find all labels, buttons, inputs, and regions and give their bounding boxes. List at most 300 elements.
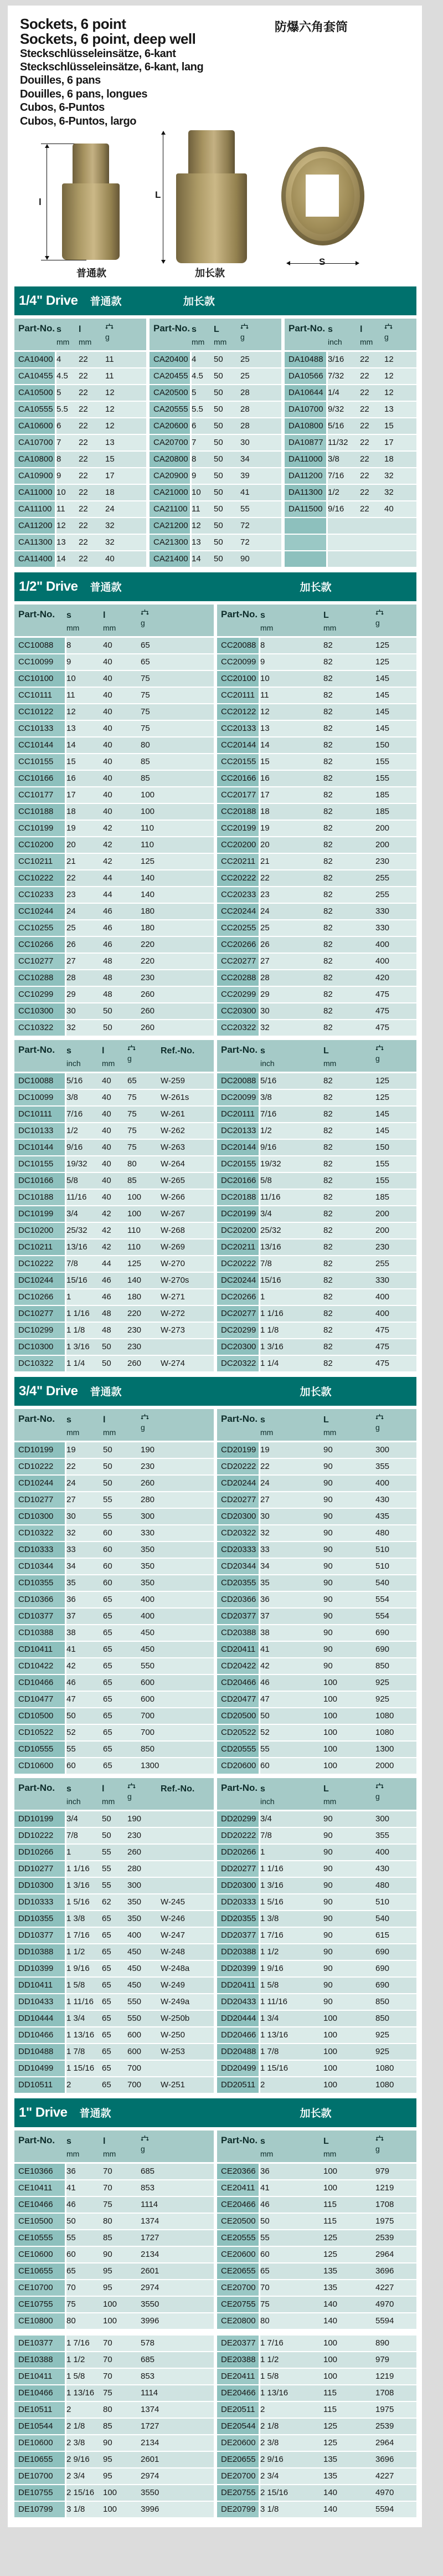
row-values xyxy=(66,2197,214,2213)
row-values xyxy=(260,1492,416,1508)
table-row xyxy=(217,1323,416,1339)
value-cell: 85 xyxy=(141,757,150,767)
value-cell: 55 xyxy=(66,2233,76,2243)
value-cell: 3996 xyxy=(141,2505,159,2514)
section-title: 1/2" Drive xyxy=(19,578,78,594)
value-cell: 145 xyxy=(375,1109,390,1119)
value-cell: 400 xyxy=(375,956,390,966)
part-no-cell: CA10455 xyxy=(14,368,56,384)
row-values xyxy=(328,485,416,500)
part-no-cell: DD10377 xyxy=(14,1928,66,1943)
value-cell: 40 xyxy=(103,674,112,684)
value-cell: 690 xyxy=(375,1980,390,1990)
value-cell: 55 xyxy=(260,2233,270,2243)
row-values xyxy=(260,2402,416,2418)
row-values xyxy=(56,385,146,401)
row-values xyxy=(260,1542,416,1558)
value-cell: 11/16 xyxy=(66,1192,87,1202)
table-row xyxy=(217,1609,416,1625)
row-values xyxy=(260,1592,416,1607)
value-cell: 82 xyxy=(323,1176,333,1186)
value-cell: 42 xyxy=(103,823,112,833)
row-values xyxy=(66,821,214,836)
value-cell: 100 xyxy=(103,2505,117,2514)
value-cell: 600 xyxy=(141,1678,155,1688)
value-cell: 65 xyxy=(103,1678,112,1688)
row-values xyxy=(328,535,416,550)
value-cell: 26 xyxy=(260,940,270,950)
row-values xyxy=(260,771,416,786)
socket-deep-neck xyxy=(188,130,235,173)
socket-short-neck xyxy=(73,144,109,183)
table-row xyxy=(14,854,214,870)
value-cell: 1/2 xyxy=(328,488,339,498)
value-cell: 27 xyxy=(260,956,270,966)
row-values xyxy=(66,2452,214,2467)
value-cell: 42 xyxy=(103,840,112,850)
table-row xyxy=(150,535,281,551)
value-cell: 25 xyxy=(66,923,76,933)
table-row xyxy=(217,1223,416,1240)
value-cell: 28 xyxy=(66,973,76,983)
part-no-cell: CC10100 xyxy=(14,671,66,687)
value-cell: 2964 xyxy=(375,2438,394,2448)
value-cell: 22 xyxy=(79,371,88,381)
value-cell: 400 xyxy=(375,1292,390,1302)
value-cell: 47 xyxy=(260,1694,270,1704)
value-cell: 1/4 xyxy=(328,388,339,398)
part-no-cell: DC10222 xyxy=(14,1256,66,1272)
value-cell: 30 xyxy=(260,1512,270,1522)
data-table xyxy=(217,2131,416,2330)
table-row xyxy=(217,1306,416,1323)
value-cell: 70 xyxy=(103,2167,112,2176)
value-cell: W-264 xyxy=(161,1159,185,1169)
part-no-cell: DA10644 xyxy=(285,385,328,401)
table-row xyxy=(217,704,416,721)
value-cell: 65 xyxy=(103,1661,112,1671)
value-cell: 11 xyxy=(56,504,65,514)
value-cell: 9/16 xyxy=(66,1143,83,1153)
table-row xyxy=(14,551,146,568)
table-row xyxy=(217,2385,416,2402)
part-no-cell: CC10200 xyxy=(14,837,66,853)
table-row xyxy=(150,551,281,568)
value-cell: 145 xyxy=(375,1126,390,1136)
row-values xyxy=(328,435,416,450)
value-cell: 12 xyxy=(384,355,394,365)
part-no-cell: DE20411 xyxy=(217,2369,260,2384)
value-cell: 80 xyxy=(127,1159,137,1169)
value-cell: 8 xyxy=(260,641,265,651)
value-cell: 135 xyxy=(323,2283,338,2293)
column-headers xyxy=(66,1040,214,1072)
row-values xyxy=(66,1994,214,2010)
column-header xyxy=(102,1783,127,1807)
table-row xyxy=(14,2419,214,2435)
column-unit: g xyxy=(240,332,245,341)
value-cell: 40 xyxy=(102,1176,111,1186)
value-cell: 7/32 xyxy=(328,371,344,381)
value-cell: 82 xyxy=(323,1109,333,1119)
row-values xyxy=(66,1356,214,1371)
value-cell: 19 xyxy=(260,823,270,833)
part-no-cell: CC20266 xyxy=(217,937,260,952)
value-cell: 1 11/16 xyxy=(260,1997,287,2007)
table-row xyxy=(14,1090,214,1107)
value-cell: 230 xyxy=(375,1242,390,1252)
value-cell: 100 xyxy=(323,1711,338,1721)
value-cell: 850 xyxy=(375,2014,390,2024)
value-cell: 82 xyxy=(323,1276,333,1286)
part-no-cell: DD10444 xyxy=(14,2011,66,2026)
value-cell: 65 xyxy=(102,1980,111,1990)
column-label: s xyxy=(66,610,71,620)
value-cell: 7 xyxy=(56,438,61,448)
table-row xyxy=(217,1140,416,1156)
value-cell: 60 xyxy=(260,2250,270,2260)
table-row xyxy=(217,1708,416,1725)
column-label: s xyxy=(66,2136,71,2146)
weight-column-header xyxy=(127,1044,161,1064)
part-no-cell: CD10300 xyxy=(14,1509,66,1524)
row-values xyxy=(66,1742,214,1757)
table-row xyxy=(217,1273,416,1289)
row-values xyxy=(66,1542,214,1558)
row-values xyxy=(260,1476,416,1491)
value-cell: 1219 xyxy=(375,2183,394,2193)
part-no-cell xyxy=(285,518,328,534)
value-cell: 1 7/8 xyxy=(66,2047,85,2057)
part-no-cell: CC10144 xyxy=(14,738,66,753)
value-cell: 42 xyxy=(102,1242,111,1252)
part-no-cell: CE10366 xyxy=(14,2164,66,2179)
table-row xyxy=(217,1675,416,1692)
row-values xyxy=(66,1223,214,1238)
part-no-cell: CC20277 xyxy=(217,954,260,969)
value-cell: 62 xyxy=(102,1897,111,1907)
part-no-cell: CD10333 xyxy=(14,1542,66,1558)
value-cell: 90 xyxy=(103,2438,112,2448)
table-row xyxy=(285,485,416,501)
value-cell: 110 xyxy=(127,1242,141,1252)
value-cell: 1219 xyxy=(375,2372,394,2382)
table-row xyxy=(217,2077,416,2094)
value-cell: 145 xyxy=(375,674,390,684)
value-cell: 145 xyxy=(375,707,390,717)
value-cell: 29 xyxy=(260,990,270,1000)
value-cell: 475 xyxy=(375,1023,390,1033)
table-row xyxy=(217,1725,416,1742)
value-cell: 82 xyxy=(323,823,333,833)
value-cell: 155 xyxy=(375,1159,390,1169)
row-values xyxy=(260,854,416,869)
row-values xyxy=(66,1273,214,1288)
table-row xyxy=(217,2402,416,2419)
table-row xyxy=(217,1542,416,1559)
row-values xyxy=(66,2180,214,2196)
value-cell: 80 xyxy=(103,2216,112,2226)
value-cell: 90 xyxy=(323,1495,333,1505)
row-values xyxy=(66,1339,214,1355)
value-cell: 3550 xyxy=(141,2300,159,2309)
part-no-cell: DD20399 xyxy=(217,1961,260,1976)
part-no-cell: CD20500 xyxy=(217,1708,260,1724)
value-cell: 65 xyxy=(103,1595,112,1605)
value-cell: 3996 xyxy=(141,2316,159,2326)
value-cell: 260 xyxy=(141,1006,155,1016)
value-cell: 140 xyxy=(141,873,155,883)
value-cell: 9/16 xyxy=(260,1143,277,1153)
weight-column-header xyxy=(240,323,271,343)
value-cell: 30 xyxy=(240,438,250,448)
table-row xyxy=(150,435,281,452)
row-values xyxy=(66,1240,214,1255)
value-cell: 155 xyxy=(375,757,390,767)
value-cell: 1 1/16 xyxy=(66,1864,90,1874)
part-no-cell: DE10600 xyxy=(14,2435,66,2451)
value-cell: 330 xyxy=(375,1276,390,1286)
row-values xyxy=(260,2011,416,2026)
value-cell: 1 1/16 xyxy=(260,1309,284,1319)
value-cell: 46 xyxy=(66,1678,76,1688)
table-row xyxy=(285,435,416,452)
table-row xyxy=(14,418,146,435)
row-values xyxy=(260,2214,416,2229)
value-cell: 1 5/8 xyxy=(260,2372,279,2382)
value-cell: 75 xyxy=(103,2388,112,2398)
value-cell: 1 3/16 xyxy=(66,1342,90,1352)
title-block xyxy=(14,12,416,128)
value-cell: 90 xyxy=(323,1578,333,1588)
row-values xyxy=(192,535,281,550)
column-unit: mm xyxy=(103,2149,116,2158)
table-row xyxy=(217,887,416,904)
row-values xyxy=(56,551,146,567)
value-cell: 125 xyxy=(127,1259,142,1269)
value-cell: 12 xyxy=(105,388,115,398)
value-cell: 400 xyxy=(375,1309,390,1319)
part-no-cell: CD10388 xyxy=(14,1625,66,1641)
value-cell: 2 15/16 xyxy=(66,2488,95,2498)
part-no-cell: CA11200 xyxy=(14,518,56,534)
value-cell: 890 xyxy=(375,2338,390,2348)
value-cell: 1 15/16 xyxy=(66,2063,95,2073)
row-values xyxy=(66,1625,214,1641)
value-cell: 24 xyxy=(105,504,115,514)
value-cell: 230 xyxy=(127,1342,142,1352)
value-cell: 60 xyxy=(260,1761,270,1771)
dim-label-s: S xyxy=(319,256,326,267)
table-row xyxy=(14,887,214,904)
value-cell: 1114 xyxy=(141,2388,158,2398)
socket-hex-face-image xyxy=(281,147,364,245)
dim-label-L: L xyxy=(155,189,161,200)
value-cell: 1 3/8 xyxy=(66,1914,85,1924)
data-table xyxy=(217,605,416,1037)
table-row xyxy=(14,1442,214,1459)
value-cell: 100 xyxy=(323,2063,338,2073)
table-row xyxy=(14,452,146,468)
table-row xyxy=(14,1492,214,1509)
row-values xyxy=(66,2485,214,2501)
value-cell: 80 xyxy=(141,740,150,750)
table-row xyxy=(217,1459,416,1476)
table-row xyxy=(150,518,281,535)
row-values xyxy=(66,2214,214,2229)
part-no-cell: DD10199 xyxy=(14,1811,66,1827)
table-row xyxy=(217,2297,416,2313)
table-row xyxy=(217,1811,416,1828)
table-row xyxy=(14,1911,214,1928)
value-cell: 10 xyxy=(66,674,76,684)
value-cell: 13/16 xyxy=(260,1242,281,1252)
column-unit: mm xyxy=(214,337,227,346)
value-cell: 65 xyxy=(102,2047,111,2057)
part-no-cell: CD20477 xyxy=(217,1692,260,1707)
value-cell: 30 xyxy=(66,1006,76,1016)
part-no-cell: DC20199 xyxy=(217,1206,260,1222)
value-cell: 50 xyxy=(102,1814,111,1824)
value-cell: 22 xyxy=(79,355,88,365)
value-cell: 23 xyxy=(66,890,76,900)
value-cell: 65 xyxy=(102,1997,111,2007)
part-no-cell: CD20199 xyxy=(217,1442,260,1458)
part-no-header: Part-No. xyxy=(221,608,258,619)
value-cell: 40 xyxy=(102,1143,111,1153)
value-cell: 24 xyxy=(260,1478,270,1488)
value-cell: 90 xyxy=(323,1528,333,1538)
value-cell: 40 xyxy=(103,707,112,717)
column-header xyxy=(260,1414,323,1438)
part-no-cell: CA20400 xyxy=(150,352,192,367)
row-values xyxy=(260,1625,416,1641)
table-row xyxy=(14,1675,214,1692)
row-values xyxy=(66,804,214,820)
table-row xyxy=(285,418,416,435)
value-cell: 15/16 xyxy=(260,1276,281,1286)
table-row xyxy=(14,1894,214,1911)
value-cell: 125 xyxy=(375,657,390,667)
value-cell: 90 xyxy=(323,1595,333,1605)
value-cell: 41 xyxy=(66,2183,76,2193)
value-cell: 9 xyxy=(56,471,61,481)
value-cell: 35 xyxy=(66,1578,76,1588)
value-cell: 10 xyxy=(192,488,201,498)
value-cell: W-248a xyxy=(161,1964,190,1974)
value-cell: 100 xyxy=(323,2014,338,2024)
column-header xyxy=(260,609,323,634)
table-row xyxy=(217,1206,416,1223)
part-no-cell: DD20499 xyxy=(217,2061,260,2076)
value-cell: 82 xyxy=(323,923,333,933)
row-values xyxy=(260,2336,416,2351)
row-values xyxy=(66,1306,214,1322)
value-cell: W-245 xyxy=(161,1897,185,1907)
value-cell: 300 xyxy=(375,1814,390,1824)
value-cell: 450 xyxy=(127,1964,142,1974)
value-cell: 50 xyxy=(260,2216,270,2226)
row-values xyxy=(66,1156,214,1172)
value-cell: 1 1/2 xyxy=(260,1947,279,1957)
table-row xyxy=(14,654,214,671)
value-cell: 70 xyxy=(66,2283,76,2293)
row-values xyxy=(260,1289,416,1305)
value-cell: 3550 xyxy=(141,2488,159,2498)
value-cell: 28 xyxy=(240,404,250,414)
value-cell: 850 xyxy=(141,1744,155,1754)
part-no-cell: CA20900 xyxy=(150,468,192,484)
value-cell: 75 xyxy=(127,1093,137,1103)
row-values xyxy=(66,954,214,969)
column-unit: mm xyxy=(323,2149,337,2158)
value-cell: 46 xyxy=(102,1292,111,1302)
column-label: L xyxy=(323,2136,329,2146)
part-no-cell: CC10133 xyxy=(14,721,66,736)
table-row xyxy=(14,1758,214,1775)
table-row xyxy=(14,468,146,485)
column-unit: mm xyxy=(323,1796,337,1806)
table-row xyxy=(14,721,214,738)
row-values xyxy=(260,2180,416,2196)
row-values xyxy=(260,671,416,687)
part-no-cell: CE20600 xyxy=(217,2247,260,2262)
value-cell: 5/16 xyxy=(328,421,344,431)
row-values xyxy=(192,485,281,500)
table-row xyxy=(217,754,416,771)
value-cell: 82 xyxy=(323,1006,333,1016)
part-no-cell: CD10555 xyxy=(14,1742,66,1757)
row-values xyxy=(66,2230,214,2246)
value-cell: 220 xyxy=(141,956,155,966)
table-row xyxy=(217,1240,416,1256)
table-row xyxy=(14,837,214,854)
table-row xyxy=(14,2280,214,2297)
part-no-cell: CA20700 xyxy=(150,435,192,450)
value-cell: 100 xyxy=(103,2300,117,2309)
column-unit: inch xyxy=(260,1058,275,1068)
value-cell: 90 xyxy=(323,1628,333,1638)
table-row xyxy=(14,704,214,721)
table-row xyxy=(14,787,214,804)
part-no-cell: DD10300 xyxy=(14,1878,66,1893)
value-cell: 2000 xyxy=(375,1761,394,1771)
value-cell: 90 xyxy=(323,1914,333,1924)
row-values xyxy=(66,1658,214,1674)
value-cell: 55 xyxy=(102,1881,111,1891)
table-row xyxy=(14,2452,214,2469)
row-values xyxy=(192,368,281,384)
column-headers xyxy=(328,319,416,350)
value-cell: 180 xyxy=(141,907,155,916)
row-values xyxy=(260,1894,416,1910)
title-de: Steckschlüsseleinsätze, 6-kant xyxy=(20,47,176,60)
table-row xyxy=(217,2044,416,2061)
table-row xyxy=(14,2263,214,2280)
title-es-long: Cubos, 6-Puntos, largo xyxy=(20,115,137,127)
value-cell: 22 xyxy=(79,471,88,481)
value-cell: 2601 xyxy=(141,2266,159,2276)
value-cell: 28 xyxy=(240,421,250,431)
value-cell: 75 xyxy=(141,724,150,734)
row-values xyxy=(260,2469,416,2484)
row-values xyxy=(328,452,416,467)
part-no-cell: DC10199 xyxy=(14,1206,66,1222)
value-cell: 150 xyxy=(375,1143,390,1153)
value-cell: 90 xyxy=(323,1478,333,1488)
value-cell: 95 xyxy=(103,2471,112,2481)
part-no-cell: CC20188 xyxy=(217,804,260,820)
